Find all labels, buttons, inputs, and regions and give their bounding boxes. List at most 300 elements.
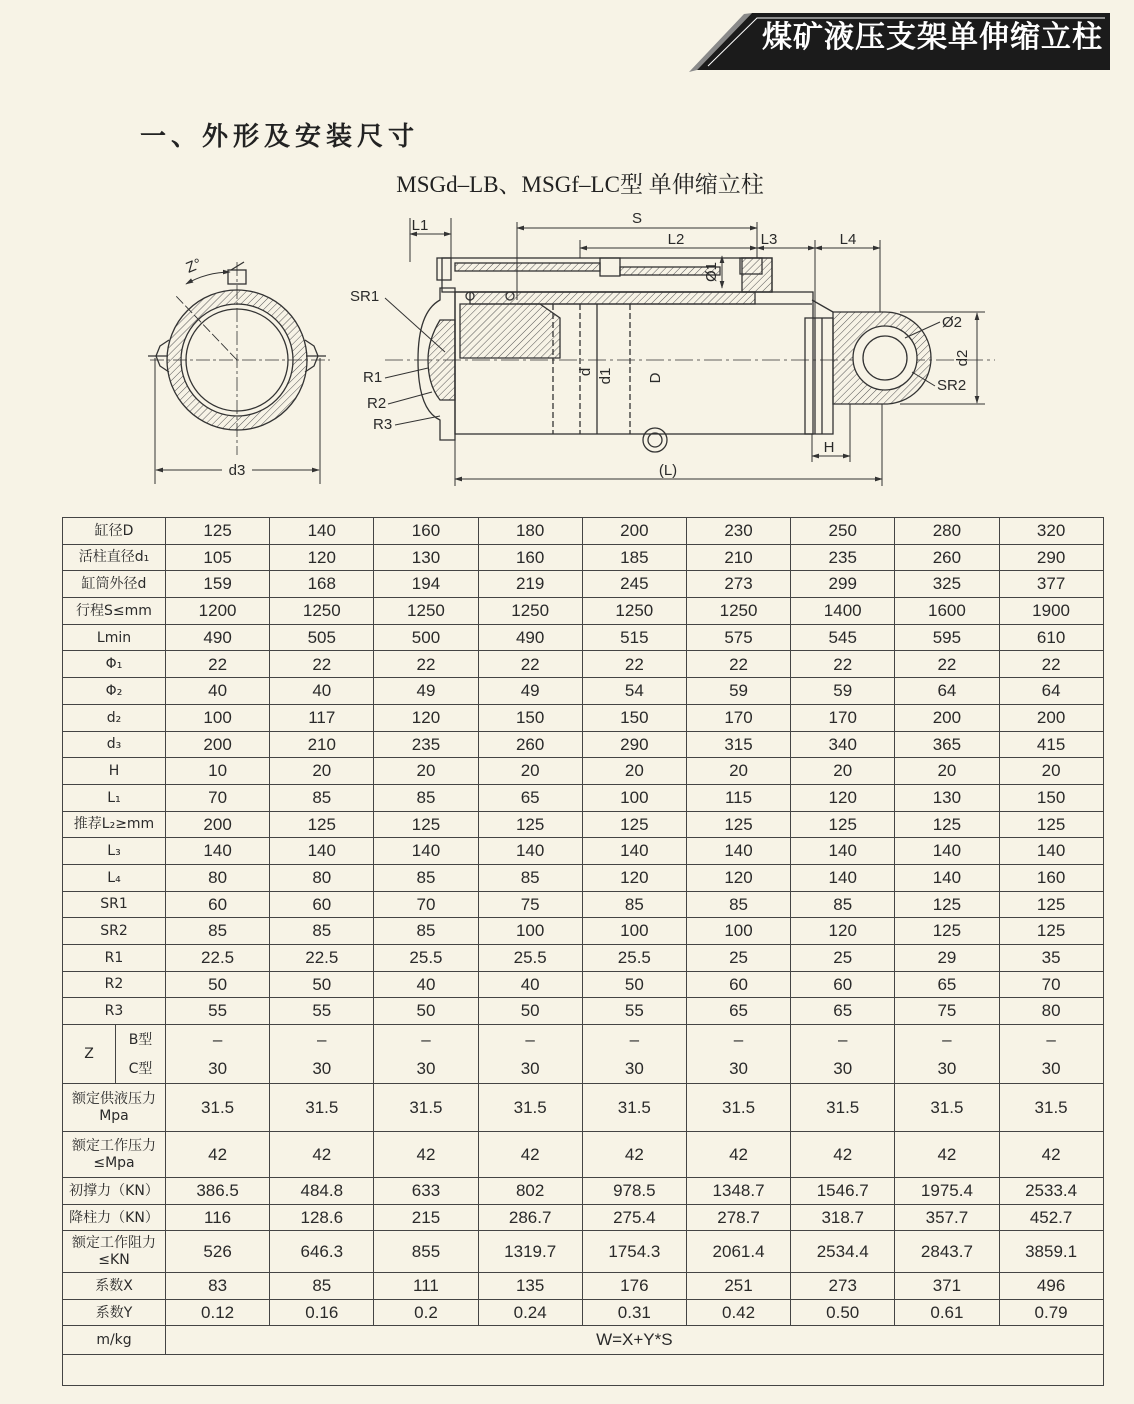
- value-cell: 30: [478, 1054, 582, 1084]
- row-label: Lmin: [63, 624, 166, 651]
- value-cell: 40: [374, 971, 478, 998]
- value-cell: 325: [895, 571, 999, 598]
- value-cell: 40: [478, 971, 582, 998]
- table-row: [63, 624, 1104, 651]
- row-label: 额定工作阻力 ≤KN: [63, 1231, 166, 1273]
- value-cell: 80: [270, 864, 374, 891]
- row-label: SR2: [63, 918, 166, 945]
- value-cell: 120: [791, 784, 895, 811]
- value-cell: 415: [999, 731, 1103, 758]
- value-cell: 125: [166, 518, 270, 545]
- row-label: 缸径D: [63, 518, 166, 545]
- value-cell: 0.2: [374, 1300, 478, 1326]
- value-cell: 65: [895, 971, 999, 998]
- rod-end-plate: [805, 318, 833, 434]
- table-row: [63, 971, 1104, 998]
- table-row: [63, 651, 1104, 678]
- value-cell: 85: [166, 918, 270, 945]
- dim-label-l4: L4: [839, 231, 857, 248]
- row-label: L₁: [63, 784, 166, 811]
- value-cell: 545: [791, 624, 895, 651]
- value-cell: 35: [999, 945, 1103, 972]
- value-cell: 20: [791, 758, 895, 785]
- value-cell: 10: [166, 758, 270, 785]
- row-label: 缸筒外径d: [63, 571, 166, 598]
- value-cell: 125: [478, 811, 582, 838]
- value-cell: 125: [999, 918, 1103, 945]
- value-cell: 260: [895, 544, 999, 571]
- value-cell: 42: [582, 1132, 686, 1178]
- row-label-z: Z: [63, 1025, 116, 1084]
- value-cell: 42: [166, 1132, 270, 1178]
- table-row: [63, 891, 1104, 918]
- value-cell: 140: [478, 838, 582, 865]
- value-cell: 633: [374, 1178, 478, 1205]
- value-cell: 31.5: [166, 1084, 270, 1132]
- value-cell: 42: [999, 1132, 1103, 1178]
- value-cell: 29: [895, 945, 999, 972]
- table-row: [63, 518, 1104, 545]
- value-cell: 0.31: [582, 1300, 686, 1326]
- value-cell: 0.42: [686, 1300, 790, 1326]
- row-label: d₃: [63, 731, 166, 758]
- table-row: [63, 1231, 1104, 1273]
- dim-label-l2: L2: [667, 231, 685, 248]
- value-cell: 54: [582, 678, 686, 705]
- value-cell: 215: [374, 1205, 478, 1231]
- value-cell: 60: [686, 971, 790, 998]
- value-cell: 40: [270, 678, 374, 705]
- value-cell: 30: [270, 1054, 374, 1084]
- value-cell: 646.3: [270, 1231, 374, 1273]
- table-row: [63, 918, 1104, 945]
- value-cell: 120: [791, 918, 895, 945]
- value-cell: 31.5: [686, 1084, 790, 1132]
- value-cell: 290: [999, 544, 1103, 571]
- dim-label-sr2: SR2: [937, 377, 967, 394]
- value-cell: 505: [270, 624, 374, 651]
- value-cell: 85: [686, 891, 790, 918]
- value-cell: 31.5: [478, 1084, 582, 1132]
- value-cell: 30: [999, 1054, 1103, 1084]
- value-cell: 160: [999, 864, 1103, 891]
- model-title: MSGd–LB、MSGf–LC型 单伸缩立柱: [396, 172, 764, 197]
- value-cell: 22.5: [166, 945, 270, 972]
- row-label: 活柱直径d₁: [63, 544, 166, 571]
- value-cell: 1348.7: [686, 1178, 790, 1205]
- table-row: [63, 1178, 1104, 1205]
- value-cell: 200: [895, 704, 999, 731]
- value-cell: –: [270, 1025, 374, 1055]
- banner-title: 煤矿液压支架单伸缩立柱: [762, 20, 1103, 55]
- value-cell: 200: [582, 518, 686, 545]
- row-label: 系数X: [63, 1273, 166, 1300]
- value-cell: 75: [895, 998, 999, 1025]
- value-cell: 25.5: [582, 945, 686, 972]
- value-cell: 50: [374, 998, 478, 1025]
- value-cell: 60: [166, 891, 270, 918]
- value-cell: 210: [686, 544, 790, 571]
- value-cell: 50: [166, 971, 270, 998]
- dim-label-r1: R1: [363, 369, 383, 386]
- value-cell: 159: [166, 571, 270, 598]
- table-row: [63, 678, 1104, 705]
- value-cell: 70: [999, 971, 1103, 998]
- value-cell: 83: [166, 1273, 270, 1300]
- value-cell: –: [895, 1025, 999, 1055]
- table-row: [63, 1132, 1104, 1178]
- row-label: H: [63, 758, 166, 785]
- table-row: [63, 1273, 1104, 1300]
- value-cell: 135: [478, 1273, 582, 1300]
- value-cell: 168: [270, 571, 374, 598]
- value-cell: 610: [999, 624, 1103, 651]
- value-cell: 115: [686, 784, 790, 811]
- value-cell: 200: [166, 731, 270, 758]
- table-row: [63, 704, 1104, 731]
- value-cell: 526: [166, 1231, 270, 1273]
- row-label: L₄: [63, 864, 166, 891]
- value-cell: 260: [478, 731, 582, 758]
- value-cell: 0.61: [895, 1300, 999, 1326]
- value-cell: 125: [270, 811, 374, 838]
- value-cell: 140: [270, 838, 374, 865]
- value-cell: 85: [791, 891, 895, 918]
- value-cell: 1250: [582, 598, 686, 625]
- nut-mid: [600, 258, 620, 276]
- value-cell: 180: [478, 518, 582, 545]
- value-cell: 150: [582, 704, 686, 731]
- value-cell: 299: [791, 571, 895, 598]
- value-cell: 30: [791, 1054, 895, 1084]
- nut-left: [437, 258, 451, 280]
- value-cell: 100: [582, 784, 686, 811]
- value-cell: 130: [374, 544, 478, 571]
- installation-drawing: [0, 0, 1134, 500]
- value-cell: 452.7: [999, 1205, 1103, 1231]
- row-label: 降柱力（KN）: [63, 1205, 166, 1231]
- dim-label-d1: d1: [597, 367, 614, 385]
- value-cell: 170: [686, 704, 790, 731]
- table-row: [63, 945, 1104, 972]
- dim-label-d: d: [577, 367, 594, 377]
- dim-label-l1: L1: [411, 217, 429, 234]
- value-cell: 25.5: [478, 945, 582, 972]
- value-cell: –: [582, 1025, 686, 1055]
- value-cell: 64: [895, 678, 999, 705]
- value-cell: 105: [166, 544, 270, 571]
- dim-label-l-overall: (L): [658, 462, 678, 479]
- value-cell: 251: [686, 1273, 790, 1300]
- value-cell: 978.5: [582, 1178, 686, 1205]
- value-cell: 176: [582, 1273, 686, 1300]
- value-cell: 2061.4: [686, 1231, 790, 1273]
- value-cell: 111: [374, 1273, 478, 1300]
- value-cell: 31.5: [791, 1084, 895, 1132]
- value-cell: 1975.4: [895, 1178, 999, 1205]
- dim-label-sr1: SR1: [350, 288, 380, 305]
- value-cell: 490: [478, 624, 582, 651]
- row-label: R1: [63, 945, 166, 972]
- value-cell: 20: [895, 758, 999, 785]
- sub-label-c: C型: [116, 1054, 166, 1084]
- value-cell: 235: [791, 544, 895, 571]
- value-cell: 1600: [895, 598, 999, 625]
- value-cell: 140: [686, 838, 790, 865]
- value-cell: 31.5: [582, 1084, 686, 1132]
- weight-formula: W=X+Y*S: [166, 1326, 1104, 1355]
- value-cell: 2843.7: [895, 1231, 999, 1273]
- value-cell: 140: [166, 838, 270, 865]
- value-cell: 2534.4: [791, 1231, 895, 1273]
- table-row: [63, 598, 1104, 625]
- value-cell: 515: [582, 624, 686, 651]
- value-cell: 1200: [166, 598, 270, 625]
- value-cell: 85: [374, 784, 478, 811]
- value-cell: 22: [582, 651, 686, 678]
- value-cell: 42: [686, 1132, 790, 1178]
- value-cell: 80: [999, 998, 1103, 1025]
- value-cell: 22: [999, 651, 1103, 678]
- value-cell: 595: [895, 624, 999, 651]
- value-cell: 30: [895, 1054, 999, 1084]
- empty-row: [63, 1355, 1104, 1386]
- value-cell: 100: [166, 704, 270, 731]
- value-cell: 42: [791, 1132, 895, 1178]
- value-cell: 125: [895, 918, 999, 945]
- value-cell: 140: [374, 838, 478, 865]
- value-cell: 59: [791, 678, 895, 705]
- value-cell: 20: [374, 758, 478, 785]
- table-row: [63, 1084, 1104, 1132]
- value-cell: 1400: [791, 598, 895, 625]
- value-cell: 31.5: [999, 1084, 1103, 1132]
- dim-label-l3: L3: [760, 231, 778, 248]
- row-label: R2: [63, 971, 166, 998]
- value-cell: 318.7: [791, 1205, 895, 1231]
- value-cell: 117: [270, 704, 374, 731]
- value-cell: 65: [478, 784, 582, 811]
- value-cell: 59: [686, 678, 790, 705]
- table-row: [63, 811, 1104, 838]
- value-cell: 22: [270, 651, 374, 678]
- value-cell: 120: [686, 864, 790, 891]
- value-cell: 50: [478, 998, 582, 1025]
- value-cell: 22: [374, 651, 478, 678]
- value-cell: 85: [478, 864, 582, 891]
- value-cell: 31.5: [374, 1084, 478, 1132]
- value-cell: 75: [478, 891, 582, 918]
- value-cell: 357.7: [895, 1205, 999, 1231]
- value-cell: 85: [374, 918, 478, 945]
- value-cell: 85: [582, 891, 686, 918]
- value-cell: 160: [478, 544, 582, 571]
- value-cell: 140: [791, 864, 895, 891]
- row-label: m/kg: [63, 1326, 166, 1355]
- value-cell: 1250: [686, 598, 790, 625]
- value-cell: 100: [582, 918, 686, 945]
- row-label: R3: [63, 998, 166, 1025]
- value-cell: 22: [166, 651, 270, 678]
- table-row: [63, 838, 1104, 865]
- value-cell: –: [374, 1025, 478, 1055]
- value-cell: 275.4: [582, 1205, 686, 1231]
- dim-label-s: S: [631, 210, 643, 227]
- value-cell: 116: [166, 1205, 270, 1231]
- value-cell: 25: [791, 945, 895, 972]
- value-cell: 55: [582, 998, 686, 1025]
- value-cell: 235: [374, 731, 478, 758]
- value-cell: 219: [478, 571, 582, 598]
- value-cell: 1900: [999, 598, 1103, 625]
- value-cell: 210: [270, 731, 374, 758]
- value-cell: 100: [686, 918, 790, 945]
- row-label: L₃: [63, 838, 166, 865]
- value-cell: 60: [791, 971, 895, 998]
- value-cell: 290: [582, 731, 686, 758]
- value-cell: 500: [374, 624, 478, 651]
- value-cell: 280: [895, 518, 999, 545]
- table-row: [63, 1205, 1104, 1231]
- value-cell: 140: [582, 838, 686, 865]
- value-cell: 120: [374, 704, 478, 731]
- table-row: [63, 784, 1104, 811]
- value-cell: 170: [791, 704, 895, 731]
- table-row: [63, 1326, 1104, 1355]
- value-cell: 55: [166, 998, 270, 1025]
- value-cell: 140: [791, 838, 895, 865]
- value-cell: 0.12: [166, 1300, 270, 1326]
- value-cell: 130: [895, 784, 999, 811]
- value-cell: 22: [791, 651, 895, 678]
- value-cell: 50: [582, 971, 686, 998]
- table-row: [63, 998, 1104, 1025]
- value-cell: –: [999, 1025, 1103, 1055]
- table-row: [63, 864, 1104, 891]
- value-cell: 386.5: [166, 1178, 270, 1205]
- piston-section: [460, 304, 560, 358]
- value-cell: –: [686, 1025, 790, 1055]
- value-cell: 65: [686, 998, 790, 1025]
- value-cell: 22: [895, 651, 999, 678]
- value-cell: 20: [270, 758, 374, 785]
- row-label: Φ₂: [63, 678, 166, 705]
- value-cell: 365: [895, 731, 999, 758]
- value-cell: 30: [374, 1054, 478, 1084]
- value-cell: 250: [791, 518, 895, 545]
- value-cell: 125: [999, 811, 1103, 838]
- value-cell: 150: [478, 704, 582, 731]
- value-cell: 371: [895, 1273, 999, 1300]
- value-cell: –: [166, 1025, 270, 1055]
- row-label: 推荐L₂≥mm: [63, 811, 166, 838]
- value-cell: 273: [791, 1273, 895, 1300]
- value-cell: 125: [999, 891, 1103, 918]
- value-cell: 0.79: [999, 1300, 1103, 1326]
- row-label: Φ₁: [63, 651, 166, 678]
- value-cell: 85: [374, 864, 478, 891]
- dim-label-phi1: Ø1: [703, 261, 720, 283]
- value-cell: 55: [270, 998, 374, 1025]
- value-cell: 22: [686, 651, 790, 678]
- value-cell: 20: [478, 758, 582, 785]
- value-cell: 160: [374, 518, 478, 545]
- dim-label-h: H: [823, 439, 835, 456]
- value-cell: 273: [686, 571, 790, 598]
- value-cell: 42: [270, 1132, 374, 1178]
- value-cell: 230: [686, 518, 790, 545]
- value-cell: 3859.1: [999, 1231, 1103, 1273]
- row-label: 系数Y: [63, 1300, 166, 1326]
- value-cell: 25: [686, 945, 790, 972]
- value-cell: 80: [166, 864, 270, 891]
- value-cell: 496: [999, 1273, 1103, 1300]
- value-cell: 200: [166, 811, 270, 838]
- value-cell: 1250: [270, 598, 374, 625]
- value-cell: 575: [686, 624, 790, 651]
- value-cell: 0.24: [478, 1300, 582, 1326]
- value-cell: 125: [895, 811, 999, 838]
- value-cell: 20: [999, 758, 1103, 785]
- value-cell: 245: [582, 571, 686, 598]
- value-cell: 70: [166, 784, 270, 811]
- end-view: [148, 255, 330, 484]
- dim-label-d3: d3: [228, 462, 246, 479]
- sub-label-b: B型: [116, 1025, 166, 1055]
- value-cell: 30: [582, 1054, 686, 1084]
- value-cell: 802: [478, 1178, 582, 1205]
- row-label: 额定工作压力 ≤Mpa: [63, 1132, 166, 1178]
- row-label: SR1: [63, 891, 166, 918]
- value-cell: 125: [895, 891, 999, 918]
- value-cell: 42: [478, 1132, 582, 1178]
- value-cell: 1250: [478, 598, 582, 625]
- value-cell: 340: [791, 731, 895, 758]
- value-cell: 22.5: [270, 945, 374, 972]
- dim-label-r2: R2: [367, 395, 387, 412]
- value-cell: 31.5: [270, 1084, 374, 1132]
- row-label: 初撑力（KN）: [63, 1178, 166, 1205]
- value-cell: 484.8: [270, 1178, 374, 1205]
- value-cell: 2533.4: [999, 1178, 1103, 1205]
- value-cell: 49: [374, 678, 478, 705]
- value-cell: 120: [582, 864, 686, 891]
- table-row: [63, 1300, 1104, 1326]
- dim-label-z: Z°: [183, 255, 205, 277]
- value-cell: 85: [270, 784, 374, 811]
- value-cell: 42: [895, 1132, 999, 1178]
- spec-table: [62, 517, 1104, 1386]
- value-cell: 1319.7: [478, 1231, 582, 1273]
- value-cell: 49: [478, 678, 582, 705]
- value-cell: 1546.7: [791, 1178, 895, 1205]
- value-cell: 278.7: [686, 1205, 790, 1231]
- value-cell: 1250: [374, 598, 478, 625]
- oil-port: [643, 428, 667, 452]
- side-section-view: [385, 258, 995, 452]
- value-cell: 150: [999, 784, 1103, 811]
- value-cell: 855: [374, 1231, 478, 1273]
- row-label: 额定供液压力 Mpa: [63, 1084, 166, 1132]
- value-cell: 194: [374, 571, 478, 598]
- value-cell: 40: [166, 678, 270, 705]
- value-cell: 20: [686, 758, 790, 785]
- value-cell: 140: [999, 838, 1103, 865]
- section-heading: 一、外形及安装尺寸: [140, 122, 420, 152]
- value-cell: 320: [999, 518, 1103, 545]
- value-cell: 70: [374, 891, 478, 918]
- value-cell: 1754.3: [582, 1231, 686, 1273]
